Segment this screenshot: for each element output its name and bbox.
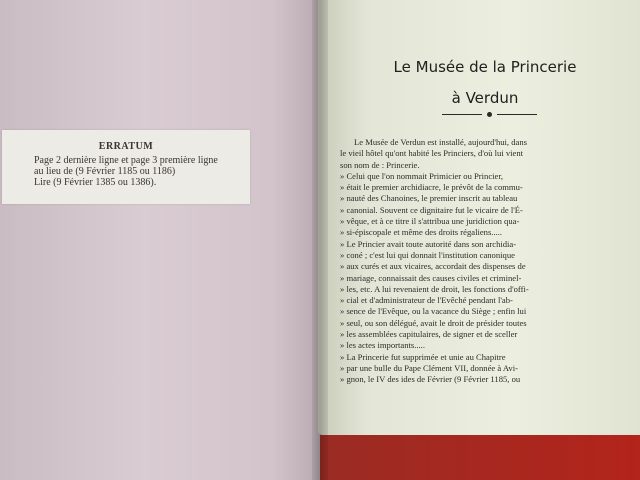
erratum-title: ERRATUM: [98, 141, 154, 152]
text-line: » les assemblées capitulaires, de signer et de sceller: [340, 329, 518, 340]
text-line: » vêque, et à ce titre il s'attribua une juridiction qua-: [340, 216, 520, 227]
text-line: » canonial. Souvent ce dignitaire fut le vicaire de l'É-: [340, 204, 523, 215]
body-text: [340, 137, 636, 386]
text-line: » les actes importants.....: [340, 340, 425, 351]
text-line: Le Musée de Verdun est installé, aujourd'hui, dans: [354, 137, 527, 147]
title-ornament: [442, 112, 538, 118]
page-subtitle: à Verdun: [451, 89, 519, 107]
text-line: » était le premier archidiacre, le prévôt de la commu-: [340, 182, 523, 193]
text-line: » seul, ou son délégué, avait le droit de présider toutes: [340, 317, 527, 328]
text-line: son nom de : Princerie.: [340, 159, 420, 170]
page-title: Le Musée de la Princerie: [393, 58, 577, 76]
erratum-line: Lire (9 Février 1385 ou 1386).: [34, 177, 157, 188]
book-gutter: [312, 0, 328, 480]
text-line: » Celui que l'on nommait Primicier ou Princier,: [340, 170, 504, 181]
text-line: » cial et d'administrateur de l'Evêché pendant l'ab-: [340, 295, 513, 306]
erratum-slip: [2, 130, 250, 204]
text-line: » coné ; c'est lui qui donnait l'institution canonique: [340, 249, 515, 260]
text-line: » si-épiscopale et même des droits régaliens.....: [340, 227, 503, 238]
erratum-line: au lieu de (9 Février 1185 ou 1186): [34, 166, 176, 177]
erratum-line: Page 2 dernière ligne et page 3 première ligne: [34, 155, 218, 166]
text-line: » par une bulle du Pape Clément VII, donnée à Avi-: [340, 362, 518, 373]
text-line: » La Princerie fut supprimée et unie au Chapitre: [340, 351, 506, 362]
text-line: » gnon, le IV des ides de Février (9 Février 1185, ou: [340, 374, 521, 385]
text-line: » aux curés et aux vicaires, accordait des dispenses de: [340, 261, 526, 272]
text-line: » les, etc. A lui revenaient de droit, les fonctions d'offi-: [340, 283, 529, 294]
text-line: » mariage, connaissait des causes civiles et criminel-: [340, 272, 522, 283]
text-line: » Le Princier avait toute autorité dans son archidia-: [340, 238, 517, 249]
text-line: le vieil hôtel qu'ont habité les Princiers, d'où lui vient: [340, 148, 524, 159]
text-line: » sence de l'Evêque, ou la vacance du Siège ; enfin lui: [340, 306, 527, 317]
text-line: » nauté des Chanoines, le premier inscrit au tableau: [340, 193, 518, 204]
